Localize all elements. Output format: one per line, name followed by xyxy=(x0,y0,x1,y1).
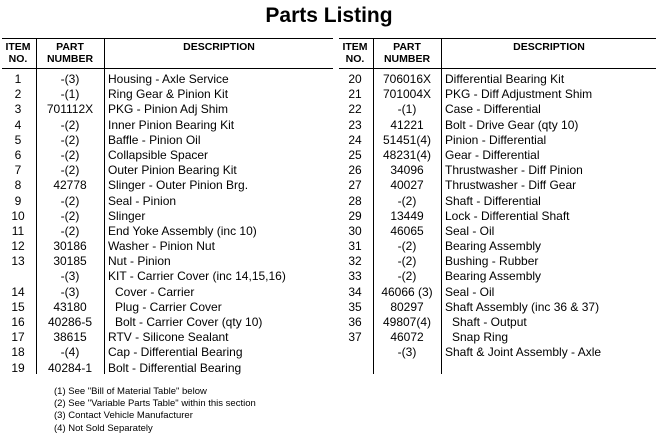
part-number-cell: 701004X xyxy=(382,87,432,102)
part-number-cell: -(2) xyxy=(60,208,80,223)
item-number-cell: 10 xyxy=(11,208,25,223)
part-number-cell: -(4) xyxy=(60,345,80,360)
table-row xyxy=(2,300,333,315)
part-number-cell: -(3) xyxy=(60,72,80,86)
item-number-cell: 11 xyxy=(11,223,25,238)
item-number-cell: 28 xyxy=(348,193,362,208)
description-cell: Shaft - Differential xyxy=(445,193,541,208)
item-number-cell: 25 xyxy=(348,147,362,162)
header-description: DESCRIPTION xyxy=(513,41,585,53)
description-cell: Washer - Pinion Nut xyxy=(108,239,215,254)
part-number-cell: -(1) xyxy=(397,102,417,117)
table-row xyxy=(339,224,656,239)
description-cell: Seal - Oil xyxy=(445,284,495,299)
item-number-cell: 8 xyxy=(14,178,22,193)
footnote: (1) See "Bill of Material Table" below xyxy=(54,386,207,397)
part-number-cell: -(2) xyxy=(397,254,417,269)
item-number-cell: 5 xyxy=(14,132,22,147)
part-number-cell: -(3) xyxy=(60,284,80,299)
header-item-line1: ITEM xyxy=(342,41,368,53)
part-number-cell: -(2) xyxy=(397,239,417,254)
description-cell: Thrustwasher - Diff Pinion xyxy=(445,163,583,178)
header-part-number xyxy=(375,41,439,65)
description-cell: Bushing - Rubber xyxy=(445,254,539,269)
part-number-cell: 34096 xyxy=(390,163,424,178)
part-number-cell: -(2) xyxy=(60,117,80,132)
item-number-cell: 2 xyxy=(14,87,22,102)
part-number-cell: 40027 xyxy=(390,178,424,193)
header-part-line2: NUMBER xyxy=(46,53,94,65)
item-number-cell: 29 xyxy=(348,208,362,223)
item-number-cell: 6 xyxy=(14,147,22,162)
table-row xyxy=(339,148,656,163)
column-divider xyxy=(373,38,374,374)
item-number-cell: 18 xyxy=(11,345,25,360)
description-cell: Bearing Assembly xyxy=(445,239,542,254)
item-number-cell: 32 xyxy=(348,254,362,269)
item-number-cell: 35 xyxy=(348,299,362,314)
table-row xyxy=(339,118,656,133)
table-row xyxy=(2,133,333,148)
description-cell: Cover - Carrier xyxy=(115,284,195,299)
description-cell: PKG - Pinion Adj Shim xyxy=(108,102,229,117)
part-number-cell: -(2) xyxy=(60,223,80,238)
item-number-cell: 22 xyxy=(348,102,362,117)
header-part-line1: PART xyxy=(393,41,421,53)
table-row xyxy=(2,163,333,178)
part-number-cell: -(2) xyxy=(60,147,80,162)
item-number-cell: 36 xyxy=(348,315,362,329)
item-number-cell: 21 xyxy=(348,87,362,102)
table-row xyxy=(339,87,656,102)
part-number-cell: 42778 xyxy=(53,178,87,193)
header-part-line2: NUMBER xyxy=(383,53,431,65)
part-number-cell: 41221 xyxy=(390,117,424,132)
description-cell: Snap Ring xyxy=(452,330,509,345)
footnotes xyxy=(54,386,256,435)
item-number-cell: 7 xyxy=(14,163,22,178)
part-number-cell: 706016X xyxy=(382,72,432,86)
header-item-line2: NO. xyxy=(8,53,28,65)
part-number-cell: 40284-1 xyxy=(47,360,93,375)
description-cell: Ring Gear & Pinion Kit xyxy=(108,87,229,102)
table-row xyxy=(2,72,333,87)
description-cell: Shaft & Joint Assembly - Axle xyxy=(445,345,602,360)
description-cell: Gear - Differential xyxy=(445,147,540,162)
description-cell: Housing - Axle Service xyxy=(108,72,229,86)
table-row xyxy=(2,285,333,300)
part-number-cell: -(1) xyxy=(60,87,80,102)
part-number-cell: 30186 xyxy=(53,239,87,254)
column-divider xyxy=(36,38,37,374)
part-number-cell: -(3) xyxy=(397,345,417,360)
description-cell: Bolt - Differential Bearing xyxy=(108,360,242,375)
description-cell: Collapsible Spacer xyxy=(108,147,209,162)
item-number-cell: 1 xyxy=(14,72,22,86)
table-row xyxy=(2,361,333,376)
item-number-cell: 27 xyxy=(348,178,362,193)
description-cell: Thrustwasher - Diff Gear xyxy=(445,178,577,193)
table-row xyxy=(2,102,333,117)
header-part-line1: PART xyxy=(56,41,84,53)
table-row xyxy=(339,178,656,193)
table-header xyxy=(339,38,656,69)
description-cell: Pinion - Differential xyxy=(445,132,547,147)
table-row xyxy=(2,330,333,345)
page-title: Parts Listing xyxy=(265,4,393,27)
item-number-cell: 14 xyxy=(11,284,25,299)
description-cell: Case - Differential xyxy=(445,102,541,117)
footnote: (3) Contact Vehicle Manufacturer xyxy=(54,410,193,422)
table-row xyxy=(339,239,656,254)
description-cell: Differential Bearing Kit xyxy=(445,72,565,86)
description-cell: End Yoke Assembly (inc 10) xyxy=(108,223,257,238)
header-item-line1: ITEM xyxy=(5,41,31,53)
table-row xyxy=(2,148,333,163)
column-divider xyxy=(441,38,442,374)
table-body xyxy=(339,69,656,361)
part-number-cell: -(2) xyxy=(397,193,417,208)
table-row xyxy=(339,72,656,87)
table-header xyxy=(2,38,333,69)
description-cell: Plug - Carrier Cover xyxy=(115,299,222,314)
item-number-cell: 30 xyxy=(348,223,362,238)
part-number-cell: 701112X xyxy=(46,102,94,117)
description-cell: Baffle - Pinion Oil xyxy=(108,132,201,147)
parts-table-left xyxy=(2,38,333,376)
table-row xyxy=(2,87,333,102)
item-number-cell: 3 xyxy=(14,102,22,117)
header-part-number xyxy=(38,41,102,65)
part-number-cell: 49807(4) xyxy=(382,315,432,329)
description-cell: Seal - Pinion xyxy=(108,193,177,208)
part-number-cell: 46066 (3) xyxy=(381,284,433,299)
table-row xyxy=(339,315,656,330)
part-number-cell: 43180 xyxy=(53,299,87,314)
item-number-cell: 13 xyxy=(11,254,25,269)
description-cell: Lock - Differential Shaft xyxy=(445,208,570,223)
item-number-cell: 4 xyxy=(14,117,22,132)
table-row xyxy=(339,345,656,360)
item-number-cell: 15 xyxy=(11,299,25,314)
header-item-line2: NO. xyxy=(345,53,365,65)
item-number-cell: 33 xyxy=(348,269,362,284)
table-row xyxy=(339,209,656,224)
footnote: (4) Not Sold Separately xyxy=(54,422,153,434)
description-cell: Slinger - Outer Pinion Brg. xyxy=(108,178,249,193)
header-item-no xyxy=(339,41,371,65)
table-row xyxy=(339,102,656,117)
item-number-cell: 12 xyxy=(11,239,25,254)
description-cell: Slinger xyxy=(108,208,146,223)
item-number-cell: 26 xyxy=(348,163,362,178)
part-number-cell: 30185 xyxy=(53,254,87,269)
part-number-cell: 48231(4) xyxy=(382,147,432,162)
description-cell: KIT - Carrier Cover (inc 14,15,16) xyxy=(108,269,286,284)
part-number-cell: -(2) xyxy=(60,163,80,178)
description-cell: Outer Pinion Bearing Kit xyxy=(108,163,237,178)
part-number-cell: 40286-5 xyxy=(47,315,93,329)
description-cell: Inner Pinion Bearing Kit xyxy=(108,117,235,132)
table-row xyxy=(339,254,656,269)
item-number-cell: 24 xyxy=(348,132,362,147)
item-number-cell: 34 xyxy=(348,284,362,299)
table-row xyxy=(339,285,656,300)
item-number-cell: 31 xyxy=(348,239,362,254)
column-divider xyxy=(104,38,105,374)
table-row xyxy=(339,133,656,148)
header-item-no xyxy=(2,41,34,65)
part-number-cell: -(3) xyxy=(60,269,80,284)
description-cell: Shaft Assembly (inc 36 & 37) xyxy=(445,299,600,314)
table-row xyxy=(2,118,333,133)
parts-table-right xyxy=(339,38,656,361)
description-cell: Bolt - Drive Gear (qty 10) xyxy=(445,117,579,132)
description-cell: RTV - Silicone Sealant xyxy=(108,330,229,345)
table-row xyxy=(2,224,333,239)
item-number-cell: 9 xyxy=(14,193,22,208)
header-description: DESCRIPTION xyxy=(183,41,255,53)
description-cell: Bearing Assembly xyxy=(445,269,542,284)
item-number-cell: 17 xyxy=(11,330,25,345)
description-cell: Seal - Oil xyxy=(445,223,495,238)
table-row xyxy=(2,315,333,330)
part-number-cell: -(2) xyxy=(60,132,80,147)
table-row xyxy=(339,330,656,345)
part-number-cell: 51451(4) xyxy=(382,132,432,147)
table-row xyxy=(339,194,656,209)
part-number-cell: 38615 xyxy=(53,330,87,345)
description-cell: Shaft - Output xyxy=(452,315,527,329)
part-number-cell: 46065 xyxy=(390,223,424,238)
item-number-cell: 23 xyxy=(348,117,362,132)
table-row xyxy=(2,178,333,193)
table-row xyxy=(2,345,333,360)
table-row xyxy=(2,209,333,224)
table-body xyxy=(2,69,333,376)
description-cell: Cap - Differential Bearing xyxy=(108,345,243,360)
item-number-cell: 19 xyxy=(11,360,25,375)
table-row xyxy=(339,163,656,178)
description-cell: Nut - Pinion xyxy=(108,254,171,269)
table-row xyxy=(339,269,656,284)
table-row xyxy=(2,254,333,269)
description-cell: PKG - Diff Adjustment Shim xyxy=(445,87,593,102)
part-number-cell: 46072 xyxy=(390,330,424,345)
table-row xyxy=(2,239,333,254)
item-number-cell: 37 xyxy=(348,330,362,345)
part-number-cell: 13449 xyxy=(390,208,424,223)
part-number-cell: 80297 xyxy=(390,299,424,314)
table-row xyxy=(339,300,656,315)
part-number-cell: -(2) xyxy=(60,193,80,208)
item-number-cell: 20 xyxy=(348,72,362,86)
part-number-cell: -(2) xyxy=(397,269,417,284)
item-number-cell: 16 xyxy=(11,315,25,329)
table-row xyxy=(2,269,333,284)
description-cell: Bolt - Carrier Cover (qty 10) xyxy=(115,315,263,329)
footnote: (2) See "Variable Parts Table" within this section xyxy=(54,398,256,410)
table-row xyxy=(2,194,333,209)
